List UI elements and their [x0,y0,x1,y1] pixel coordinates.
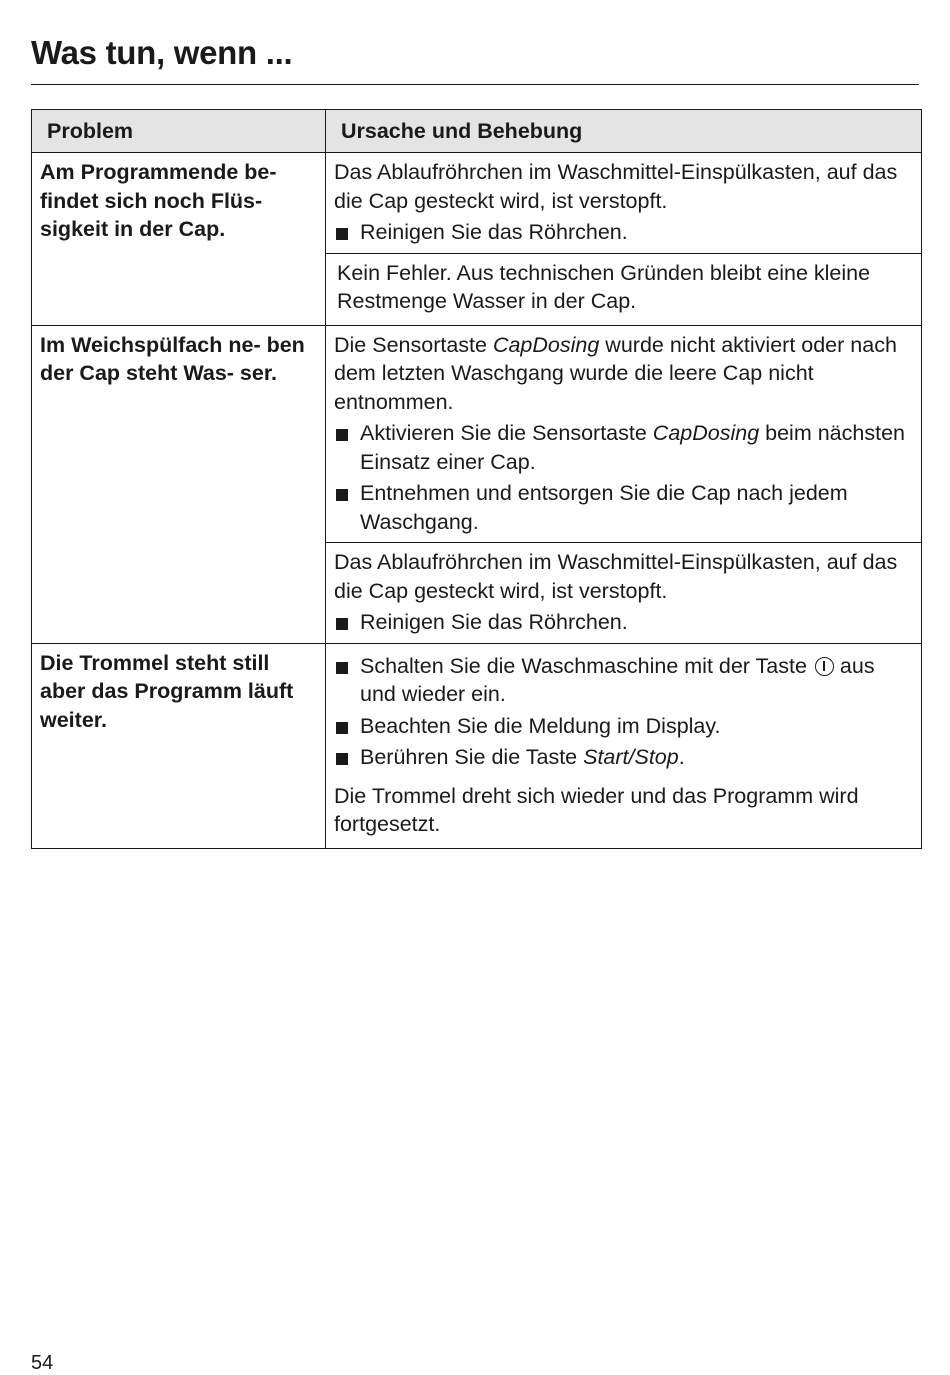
problem-text: Im Weichspülfach ne- ben der Cap steht Was- ser. [40,332,305,385]
square-bullet-icon [336,489,348,501]
power-button-icon [815,657,834,676]
cause-text: Die Trommel dreht sich wieder und das Programm wird fortgesetzt. [334,783,859,836]
list-item [334,743,915,772]
square-bullet-icon [336,429,348,441]
list-item [334,419,915,476]
cause-cell [326,543,922,644]
remedy-text: Beachten Sie die Meldung im Display. [360,713,721,738]
list-item [334,479,915,536]
cause-text-part: Die Sensortaste [334,332,493,357]
troubleshooting-table [31,109,922,849]
cause-text: Das Ablaufröhrchen im Waschmittel-Einspülkasten, auf das die Cap gesteckt wird, ist verstopft. [334,550,898,603]
header-problem: Problem [32,110,326,153]
problem-cell [32,643,326,848]
table-row [32,153,922,254]
remedy-text: Entnehmen und entsorgen Sie die Cap nach jedem Waschgang. [360,481,848,534]
remedy-text: Schalten Sie die Waschmaschine mit der Taste [360,653,807,678]
problem-text: Am Programmende be- findet sich noch Flüs- sigkeit in der Cap. [40,160,277,241]
remedy-text: aus und wieder ein. [360,653,875,706]
cause-cell [326,643,922,848]
table-row [32,325,922,543]
title-divider [31,84,919,85]
remedy-text: . [678,745,685,769]
start-stop-key-name: Start/Stop [583,745,679,769]
cause-cell [326,253,922,325]
remedy-text: Aktivieren Sie die Sensortaste [360,421,653,445]
problem-cell [32,153,326,326]
problem-text: Die Trommel steht still aber das Programm läuft weiter. [40,650,294,732]
table-header-row [32,110,922,153]
table-row [32,643,922,848]
square-bullet-icon [336,228,348,240]
cause-text [334,331,915,417]
cause-text-part: wurde nicht aktiviert oder nach dem letzten Waschgang wurde die leere Cap nicht entnommen. [334,332,897,414]
sensor-key-name: CapDosing [652,421,760,445]
list-item [334,652,915,709]
list-item [334,712,915,741]
problem-cell [32,325,326,643]
square-bullet-icon [336,722,348,734]
cause-text: Kein Fehler. Aus technischen Gründen bleibt eine kleine Restmenge Wasser in der Cap. [337,260,871,313]
page-number: 54 [31,1352,54,1374]
header-cause: Ursache und Behebung [326,110,922,153]
list-item [334,218,915,247]
page-title: Was tun, wenn ... [31,34,293,71]
square-bullet-icon [336,662,348,674]
sensor-key-name: CapDosing [492,332,600,357]
list-item [334,608,915,637]
cause-cell [326,325,922,543]
remedy-text: Reinigen Sie das Röhrchen. [360,220,628,244]
cause-text: Das Ablaufröhrchen im Waschmittel-Einspülkasten, auf das die Cap gesteckt wird, ist verstopft. [334,160,898,213]
remedy-text: Reinigen Sie das Röhrchen. [360,610,628,634]
cause-cell [326,153,922,254]
remedy-text: beim nächsten Einsatz einer Cap. [360,421,905,474]
remedy-text: Berühren Sie die Taste [360,745,584,769]
square-bullet-icon [336,753,348,765]
square-bullet-icon [336,618,348,630]
